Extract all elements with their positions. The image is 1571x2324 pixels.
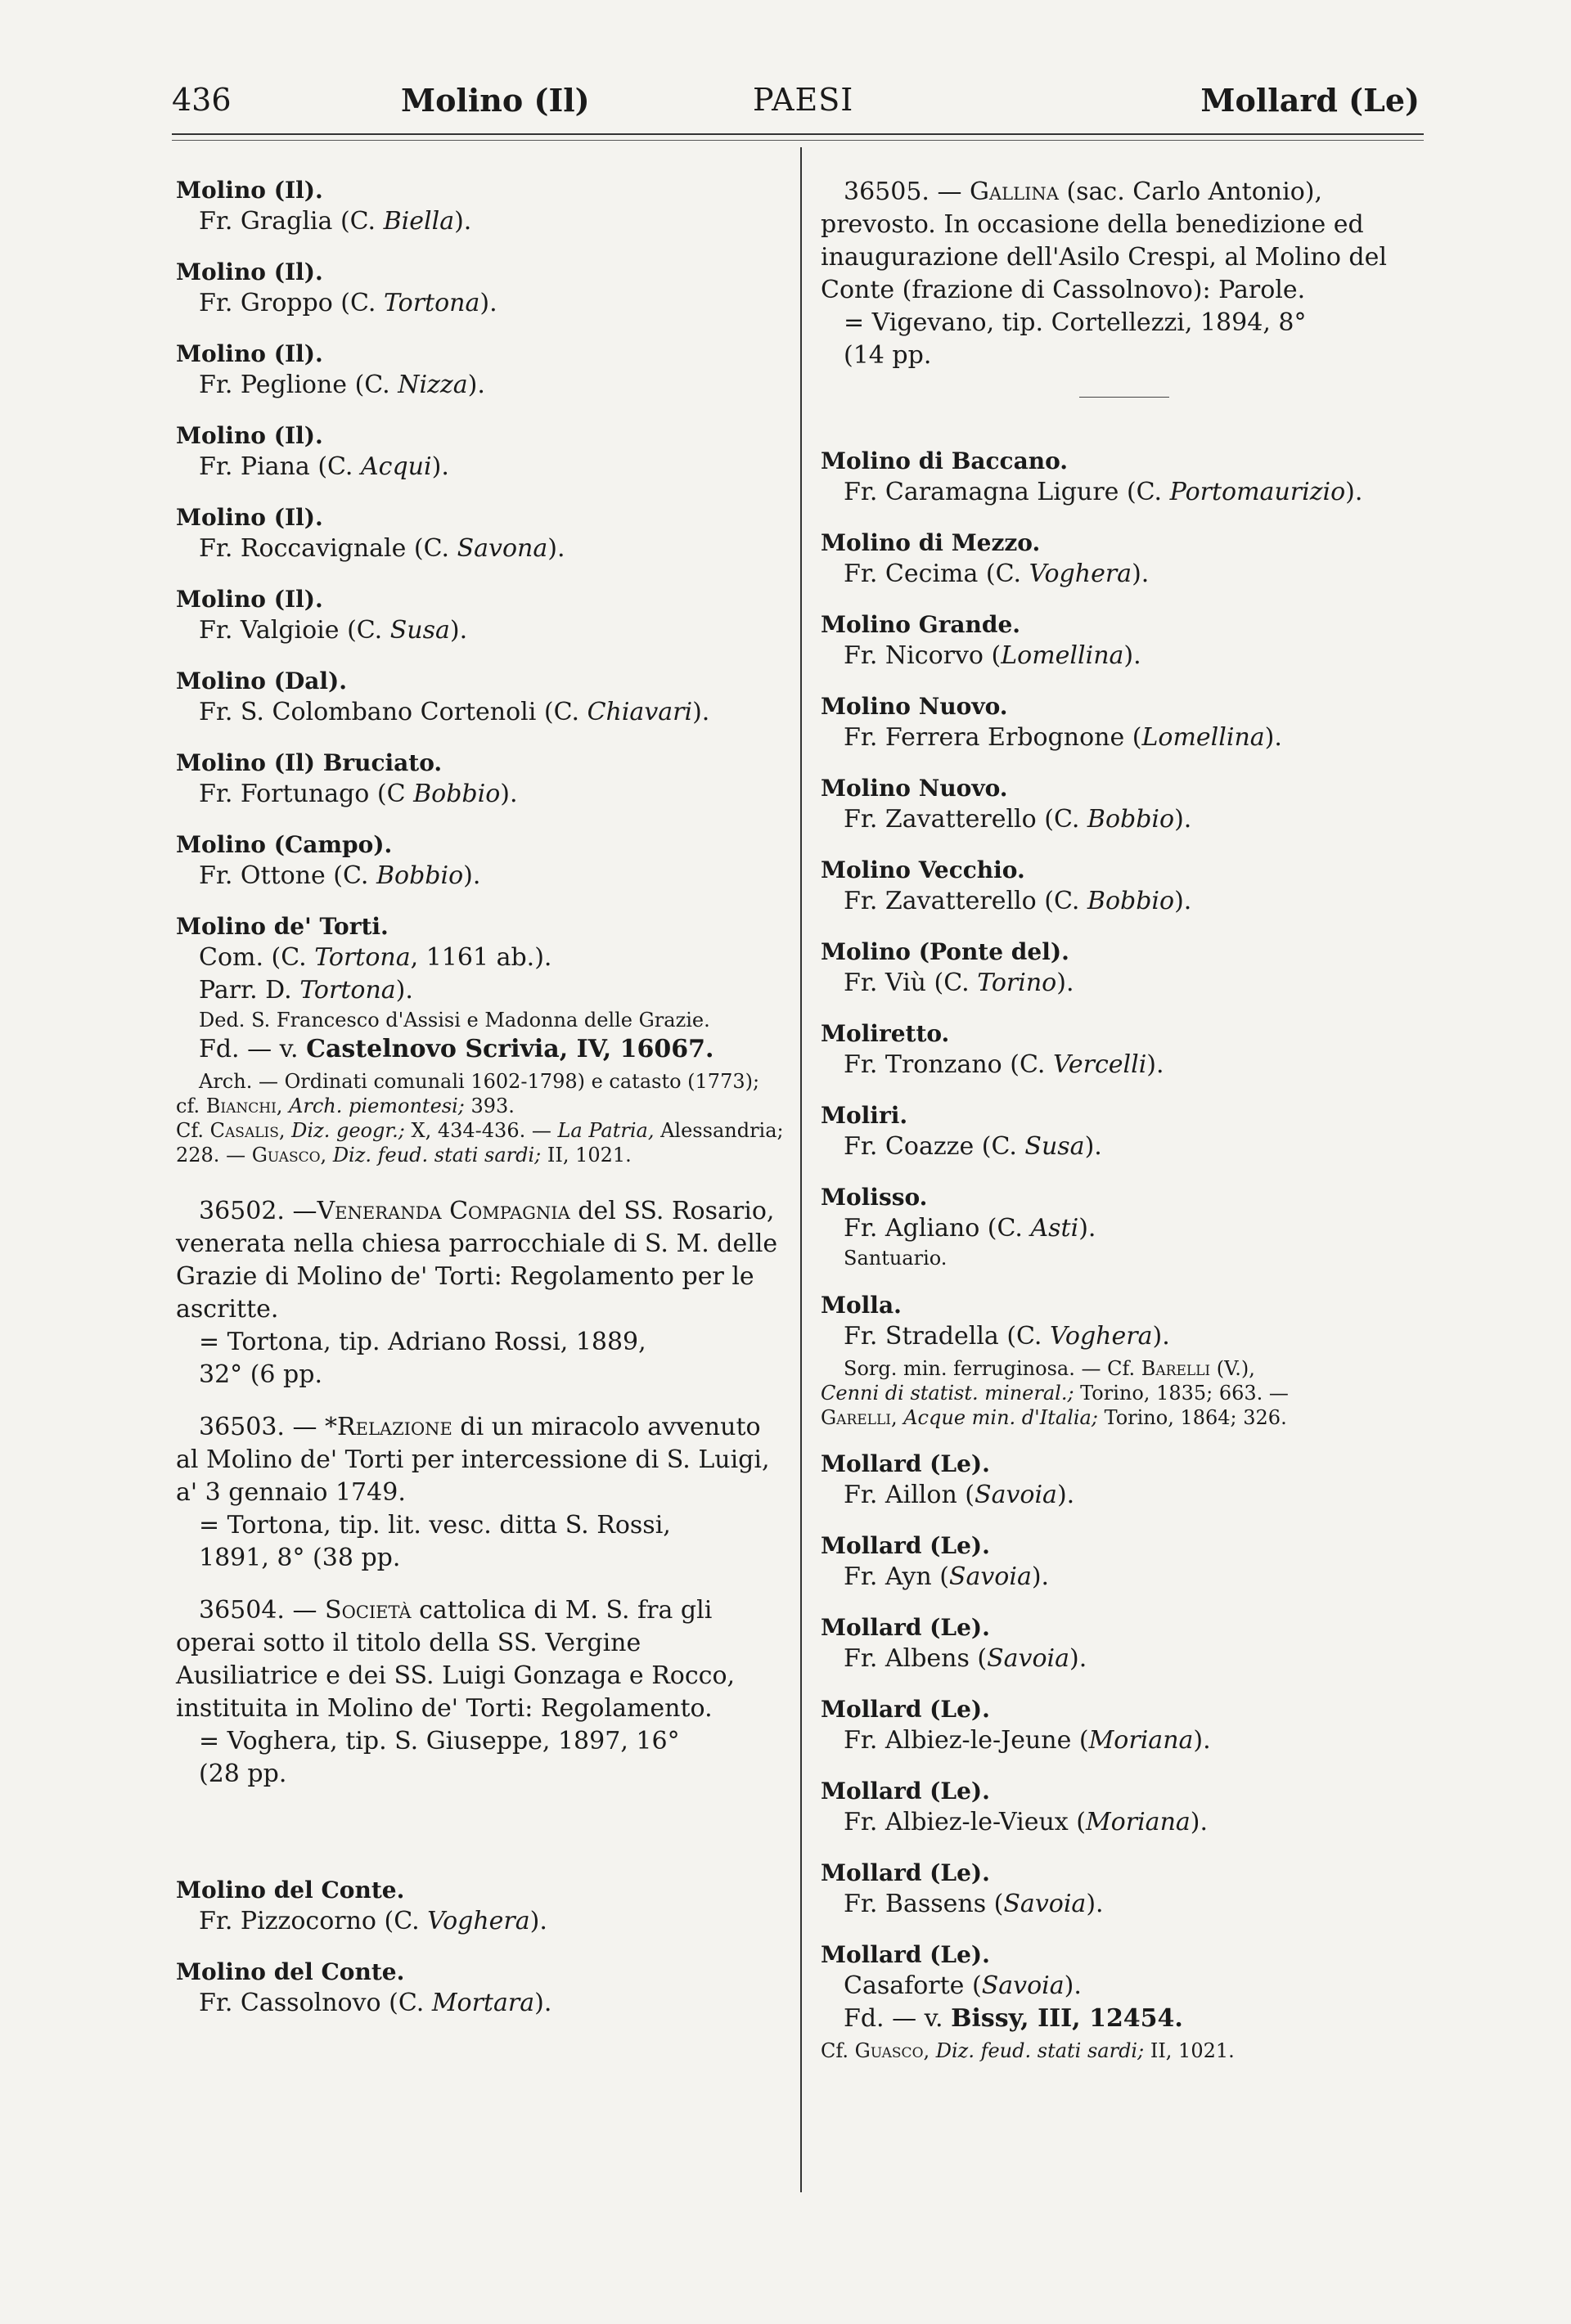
entry-molino-de-torti <box>176 912 786 1167</box>
entry <box>821 1531 1428 1594</box>
entry-title: Mollard (Le). <box>821 1859 990 1886</box>
entry <box>821 1450 1428 1512</box>
entry <box>821 1101 1428 1163</box>
entry-fondo: Fd. — v. Bissy, III, 12454. <box>844 2004 1183 2033</box>
entry-fraction: Casaforte (Savoia). <box>844 1971 1082 2000</box>
entry-title: Moliri. <box>821 1102 908 1129</box>
entry <box>821 1695 1428 1757</box>
entry-title: Mollard (Le). <box>821 1941 990 1968</box>
entry-molla <box>821 1291 1428 1430</box>
entry-parrocchia: Parr. D. Tortona). <box>199 976 413 1005</box>
right-running-head: Mollard (Le) <box>1200 82 1420 119</box>
bibliography-entry: 36505. — Gallina (sac. Carlo Antonio), prevosto. In occasione della benedizione ed inaugurazione dell'Asilo Crespi, al Molino del Conte (frazione di Cassolnovo): Parole. = Vigevano, tip. Cortellezzi, 1894, 8° (14 pp. <box>821 178 1387 370</box>
entry <box>821 1777 1428 1839</box>
left-running-head: Molino (Il) <box>401 82 590 119</box>
entry-title: Molino (Il). <box>176 422 323 449</box>
bibliography-entry: 36502. —Veneranda Compagnia del SS. Rosario, venerata nella chiesa parrocchiale di S. M. delle Grazie di Molino de' Torti: Regolamento per le ascritte. = Tortona, tip. Adriano Rossi, 1889, 32° (6 pp. <box>176 1197 778 1389</box>
entry-title: Molla. <box>821 1292 902 1319</box>
entry-fraction: Fr. Fortunago (C Bobbio). <box>199 780 518 808</box>
entry-fraction: Fr. Cecima (C. Voghera). <box>844 560 1150 588</box>
entry-fraction: Fr. Albiez-le-Jeune (Moriana). <box>844 1726 1211 1755</box>
entry <box>821 528 1428 591</box>
entry-fraction: Fr. Albens (Savoia). <box>844 1644 1087 1673</box>
entry-title: Mollard (Le). <box>821 1778 990 1805</box>
entry <box>821 1859 1428 1921</box>
entry <box>821 856 1428 918</box>
entry-title: Molino Nuovo. <box>821 693 1008 720</box>
spacer <box>176 1810 786 1876</box>
entry <box>821 610 1428 672</box>
entry-title: Molino (Dal). <box>176 668 348 695</box>
entry-note: Santuario. <box>844 1247 948 1270</box>
entry-fraction: Fr. Roccavignale (C. Savona). <box>199 534 565 563</box>
entry-title: Moliretto. <box>821 1020 950 1047</box>
entry-fraction: Fr. Coazze (C. Susa). <box>844 1132 1102 1161</box>
entry-fraction: Fr. Ottone (C. Bobbio). <box>199 861 481 890</box>
entry-title: Molino (Campo). <box>176 831 393 858</box>
entry <box>176 1958 786 2020</box>
entry <box>176 830 786 892</box>
entry-title: Molino (Il). <box>176 504 323 531</box>
entry-fraction: Fr. Ferrera Erbognone (Lomellina). <box>844 723 1282 752</box>
entry-title: Mollard (Le). <box>821 1450 990 1477</box>
entry-note: Sorg. min. ferruginosa. — Cf. Barelli (V.), Cenni di statist. mineral.; Torino, 1835; 663. — Garelli, Acque min. d'Italia; Torino, 1864; 326. <box>821 1357 1289 1429</box>
entry-fraction: Fr. Albiez-le-Vieux (Moriana). <box>844 1808 1209 1836</box>
column-divider <box>800 147 802 2192</box>
entry-title: Molino di Mezzo. <box>821 529 1041 556</box>
entry-title: Molino (Il). <box>176 340 323 367</box>
entry <box>821 692 1428 754</box>
entry-title: Molino (Il). <box>176 258 323 285</box>
bibliography-entry: 36503. — *Relazione di un miracolo avvenuto al Molino de' Torti per intercessione di S. Luigi, a' 3 gennaio 1749. = Tortona, tip. lit. vesc. ditta S. Rossi, 1891, 8° (38 pp. <box>176 1413 770 1572</box>
entry-fraction: Fr. Groppo (C. Tortona). <box>199 289 497 317</box>
entry-title: Molisso. <box>821 1184 928 1211</box>
entry <box>176 421 786 483</box>
entry-fraction: Fr. Ayn (Savoia). <box>844 1562 1050 1591</box>
section-rule <box>1079 397 1169 398</box>
entry-title: Mollard (Le). <box>821 1614 990 1641</box>
header-rule-thin <box>172 140 1424 141</box>
entry <box>176 339 786 402</box>
entry-fraction: Fr. Zavatterello (C. Bobbio). <box>844 805 1192 834</box>
entry-title: Molino di Baccano. <box>821 447 1069 474</box>
entry-title: Molino (Il). <box>176 177 323 204</box>
entry-title: Molino de' Torti. <box>176 913 389 940</box>
entry <box>176 176 786 238</box>
entry-fraction: Fr. Pizzocorno (C. Voghera). <box>199 1907 547 1935</box>
entry-fraction: Fr. S. Colombano Cortenoli (C. Chiavari). <box>199 698 710 726</box>
entry-dedication: Ded. S. Francesco d'Assisi e Madonna delle Grazie. <box>199 1009 710 1032</box>
entry-title: Molino Grande. <box>821 611 1021 638</box>
bibliography-entry: 36504. — Società cattolica di M. S. fra gli operai sotto il titolo della SS. Vergine Ausiliatrice e dei SS. Luigi Gonzaga e Rocco, instituita in Molino de' Torti: Regolamento. = Voghera, tip. S. Giuseppe, 1897, 16° (28 pp. <box>176 1596 736 1788</box>
entry <box>821 937 1428 1000</box>
entry <box>176 585 786 647</box>
entry-mollard-casaforte <box>821 1940 1428 2063</box>
entry-fraction: Fr. Agliano (C. Asti). <box>844 1214 1096 1243</box>
entry <box>176 748 786 811</box>
entry-comune: Com. (C. Tortona, 1161 ab.). <box>199 943 552 972</box>
entry-title: Molino del Conte. <box>176 1877 405 1904</box>
entry-note: Cf. Guasco, Diz. feud. stati sardi; II, 1021. <box>821 2039 1235 2062</box>
entry-title: Mollard (Le). <box>821 1532 990 1559</box>
entry-archive-note: Arch. — Ordinati comunali 1602-1798) e catasto (1773); cf. Bianchi, Arch. piemontesi; 393. Cf. Casalis, Diz. geogr.; X, 434-436. — La Patria, Alessandria; 228. — Guasco, Diz. feud. stati sardi; II, 1021. <box>176 1070 784 1166</box>
entry-fraction: Fr. Caramagna Ligure (C. Portomaurizio). <box>844 478 1363 506</box>
entry <box>176 1876 786 1938</box>
entry <box>821 447 1428 509</box>
entry-fraction: Fr. Bassens (Savoia). <box>844 1890 1104 1918</box>
entry-title: Molino (Il) Bruciato. <box>176 749 443 776</box>
entry-fondo: Fd. — v. Castelnovo Scrivia, IV, 16067. <box>199 1035 714 1063</box>
left-column <box>176 176 786 2039</box>
entry <box>176 258 786 320</box>
page-number: 436 <box>172 82 232 118</box>
entry <box>176 667 786 729</box>
entry-fraction: Fr. Cassolnovo (C. Mortara). <box>199 1989 552 2017</box>
running-header <box>164 82 1428 131</box>
center-running-head: PAESI <box>753 82 854 118</box>
entry <box>821 1019 1428 1081</box>
entry-fraction: Fr. Peglione (C. Nizza). <box>199 371 485 399</box>
right-column <box>821 176 1428 2083</box>
entry-fraction: Fr. Valgioie (C. Susa). <box>199 616 468 645</box>
header-rule <box>172 133 1424 135</box>
entry-title: Molino Vecchio. <box>821 856 1025 883</box>
entry-title: Molino (Il). <box>176 586 323 613</box>
entry-fraction: Fr. Stradella (C. Voghera). <box>844 1322 1170 1351</box>
entry-fraction: Fr. Nicorvo (Lomellina). <box>844 641 1141 670</box>
entry-title: Molino (Ponte del). <box>821 938 1069 965</box>
entry-title: Mollard (Le). <box>821 1696 990 1723</box>
entry <box>821 1613 1428 1675</box>
entry-molisso <box>821 1183 1428 1271</box>
entry-title: Molino del Conte. <box>176 1958 405 1985</box>
entry <box>176 503 786 565</box>
entry-title: Molino Nuovo. <box>821 775 1008 802</box>
entry <box>821 774 1428 836</box>
entry-fraction: Fr. Tronzano (C. Vercelli). <box>844 1050 1164 1079</box>
entry-fraction: Fr. Viù (C. Torino). <box>844 969 1074 997</box>
entry-fraction: Fr. Piana (C. Acqui). <box>199 452 449 481</box>
entry-fraction: Fr. Aillon (Savoia). <box>844 1481 1075 1509</box>
entry-fraction: Fr. Zavatterello (C. Bobbio). <box>844 887 1192 915</box>
entry-fraction: Fr. Graglia (C. Biella). <box>199 207 472 236</box>
